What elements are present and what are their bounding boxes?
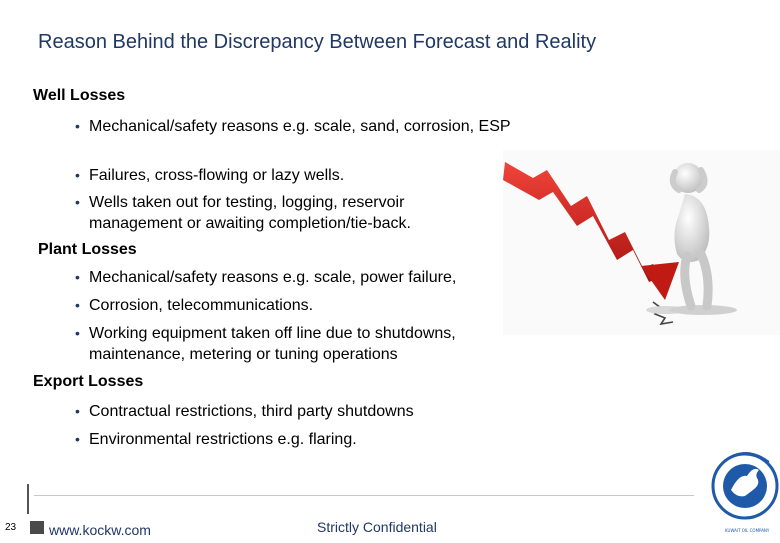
website-link[interactable]: www.kockw.com: [49, 522, 151, 538]
page-number: 23: [5, 522, 17, 533]
bullet-item: • Working equipment taken off line due to shutdowns, maintenance, metering or tuning operations: [75, 325, 456, 363]
section-heading-plant-losses: Plant Losses: [38, 241, 137, 258]
declining-arrow-illustration: [503, 150, 780, 335]
bullet-icon: •: [75, 431, 80, 447]
bullet-icon: •: [75, 269, 80, 285]
bullet-icon: •: [75, 118, 80, 134]
koc-logo-icon: [705, 440, 780, 538]
bullet-icon: •: [75, 325, 80, 341]
bullet-item: • Wells taken out for testing, logging, reservoir management or awaiting completion/tie-back.: [75, 194, 411, 232]
section-heading-well-losses: Well Losses: [33, 87, 126, 104]
bullet-item: • Failures, cross-flowing or lazy wells.: [75, 167, 345, 184]
bullet-icon: •: [75, 167, 80, 183]
bullet-icon: •: [75, 403, 80, 419]
footer-vertical-bar: [27, 484, 29, 514]
footer-square-icon: [30, 521, 44, 534]
svg-text:KUWAIT OIL COMPANY: KUWAIT OIL COMPANY: [725, 528, 770, 533]
confidentiality-label: Strictly Confidential: [317, 519, 437, 535]
bullet-icon: •: [75, 297, 80, 313]
bullet-icon: •: [75, 194, 80, 210]
bullet-item: • Corrosion, telecommunications.: [75, 297, 314, 314]
section-heading-export-losses: Export Losses: [33, 373, 144, 390]
bullet-item: • Mechanical/safety reasons e.g. scale, power failure,: [75, 269, 457, 286]
bullet-item: • Environmental restrictions e.g. flaring.: [75, 431, 357, 448]
kuwait-oil-company-logo: [705, 440, 780, 538]
bullet-item: • Contractual restrictions, third party shutdowns: [75, 403, 414, 420]
footer-divider: [34, 495, 694, 496]
declining-arrow-icon: [503, 150, 780, 335]
slide-title: Reason Behind the Discrepancy Between Forecast and Reality: [38, 31, 597, 53]
bullet-item: • Mechanical/safety reasons e.g. scale, sand, corrosion, ESP: [75, 118, 511, 135]
